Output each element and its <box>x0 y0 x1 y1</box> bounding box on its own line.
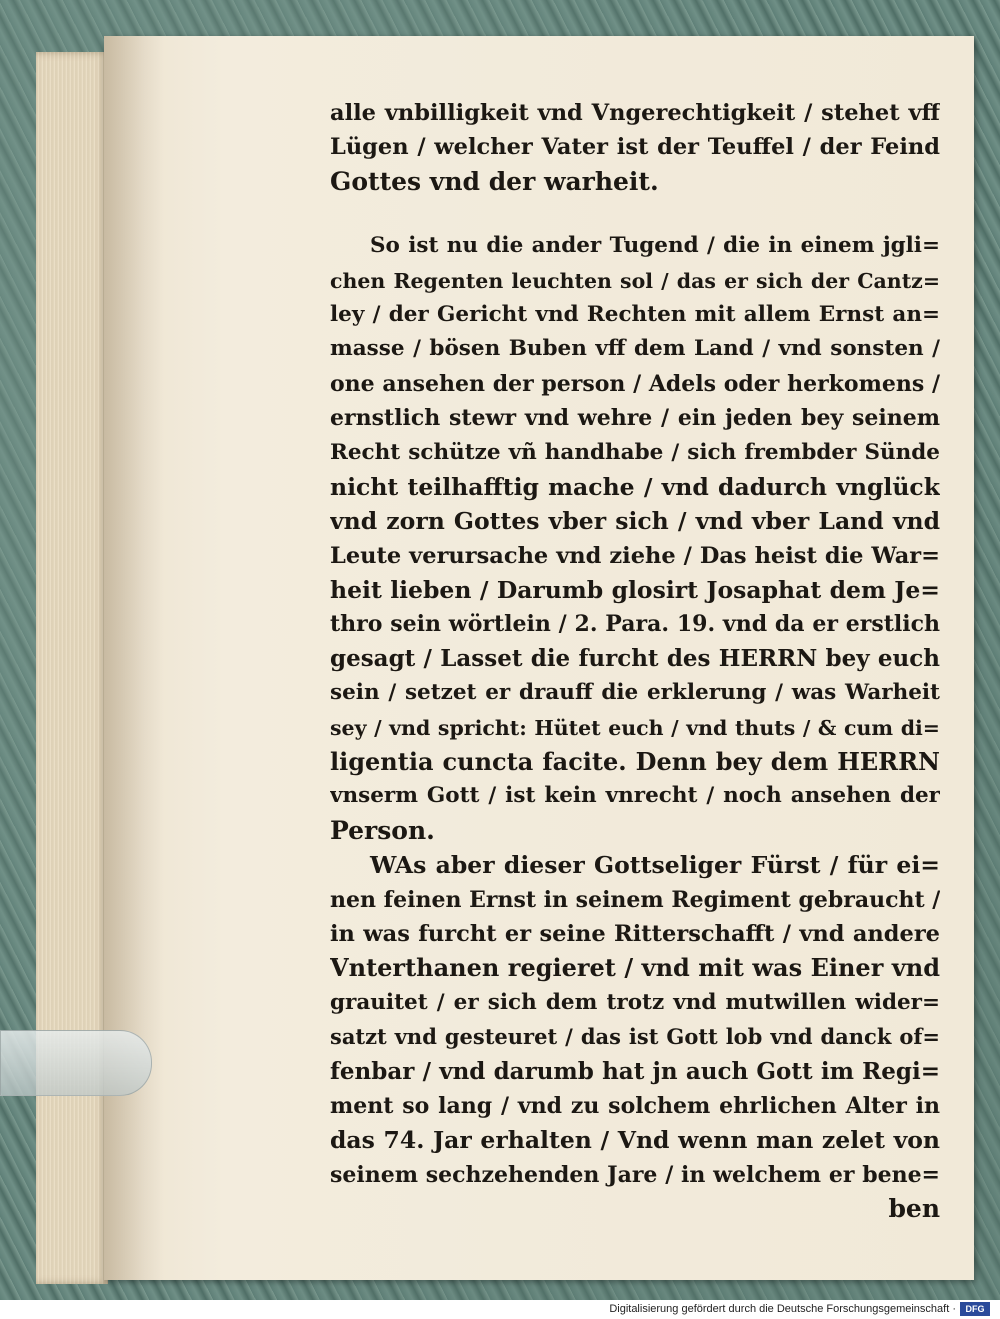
page-edges <box>36 52 108 1284</box>
text-line: ment so lang / vnd zu solchem ehrlichen Alter in <box>330 1092 940 1119</box>
text-line: vnserm Gott / ist kein vnrecht / noch ansehen der <box>330 783 940 809</box>
text-line: Lügen / welcher Vater ist der Teuffel / der Feind <box>330 134 940 161</box>
text-line: thro sein wörtlein / 2. Para. 19. vnd da er erstlich <box>330 611 940 638</box>
footer-bar <box>0 1300 1000 1319</box>
text-line: Leute verursache vnd ziehe / Das heist die War= <box>330 542 940 569</box>
text-line: in was furcht er seine Ritterschafft / vnd andere <box>330 920 940 947</box>
text-line: heit lieben / Darumb glosirt Josaphat dem Je= <box>330 576 940 605</box>
text-line: sey / vnd spricht: Hütet euch / vnd thuts / & cum di= <box>330 715 940 740</box>
text-line: vnd zorn Gottes vber sich / vnd vber Land vnd <box>330 507 940 536</box>
text-line: Recht schütze vñ handhabe / sich frembder Sünde <box>330 439 940 465</box>
text-line: Person. <box>330 815 435 845</box>
text-line: alle vnbilligkeit vnd Vngerechtigkeit / stehet vff <box>330 100 940 126</box>
text-line: satzt vnd gesteuret / das ist Gott lob vnd danck of= <box>330 1024 940 1050</box>
page-clip <box>0 1030 152 1096</box>
footer-credit: Digitalisierung gefördert durch die Deutsche Forschungsgemeinschaft · <box>609 1303 956 1315</box>
text-line: masse / bösen Buben vff dem Land / vnd sonsten / <box>330 336 940 362</box>
text-line: So ist nu die ander Tugend / die in einem jgli= <box>370 233 940 259</box>
dfg-logo-icon: DFG <box>960 1302 990 1316</box>
page-text <box>330 96 940 1227</box>
text-line: ligentia cuncta facite. Denn bey dem HERRN <box>330 747 940 777</box>
text-line: ley / der Gericht vnd Rechten mit allem Ernst an= <box>330 301 940 327</box>
text-line: Gottes vnd der warheit. <box>330 166 659 196</box>
text-line: ernstlich stewr vnd wehre / ein jeden bey seinem <box>330 405 940 432</box>
text-line: Vnterthanen regieret / vnd mit was Einer vnd <box>330 953 940 983</box>
text-line: fenbar / vnd darumb hat jn auch Gott im Regi= <box>330 1057 940 1085</box>
catchword: ben <box>888 1194 940 1224</box>
text-line: WAs aber dieser Gottseliger Fürst / für ei= <box>370 851 940 880</box>
text-line: seinem sechzehenden Jare / in welchem er bene= <box>330 1161 940 1188</box>
text-line: sein / setzet er drauff die erklerung / was Warheit <box>330 680 940 706</box>
text-line: chen Regenten leuchten sol / das er sich der Cantz= <box>330 268 940 293</box>
text-line: grauitet / er sich dem trotz vnd mutwillen wider= <box>330 989 940 1015</box>
text-line: nen feinen Ernst in seinem Regiment gebraucht / <box>330 886 940 913</box>
text-line: one ansehen der person / Adels oder herkomens / <box>330 370 940 397</box>
text-line: nicht teilhafftig mache / vnd dadurch vnglück <box>330 472 940 501</box>
text-line: das 74. Jar erhalten / Vnd wenn man zelet von <box>330 1126 940 1155</box>
text-line: gesagt / Lasset die furcht des HERRN bey euch <box>330 644 940 672</box>
